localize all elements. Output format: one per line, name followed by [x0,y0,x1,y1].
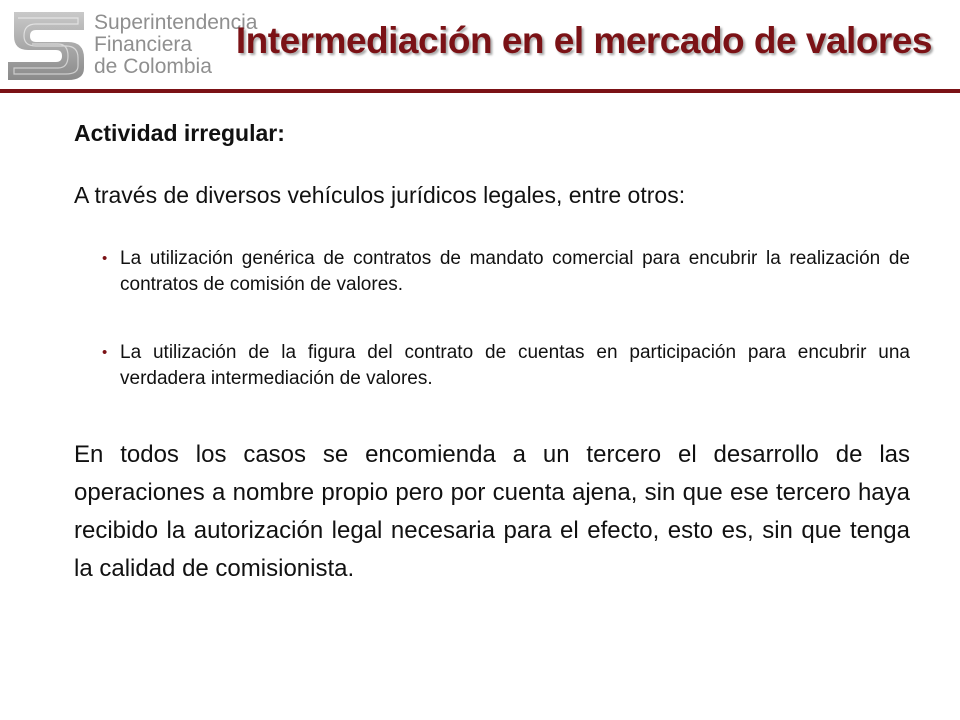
intro-paragraph: A través de diversos vehículos jurídicos legales, entre otros: [74,182,686,208]
title-divider [0,89,960,93]
bullet-text: La utilización de la figura del contrato de cuentas en participación para encubrir una verdadera intermediación de valores. [120,342,910,389]
bullet-list [74,246,910,392]
bullet-text: La utilización genérica de contratos de mandato comercial para encubrir la realización de contratos de comisión de valores. [120,248,910,295]
sfc-logo-icon [6,8,86,82]
bullet-dot-icon: • [102,250,108,267]
slide-header [0,0,960,96]
sfc-logo-text: Superintendencia Financiera de Colombia [94,11,258,78]
closing-paragraph: En todos los casos se encomienda a un tercero el desarrollo de las operaciones a nombre propio pero por cuenta ajena, sin que ese tercero haya recibido la autorización legal necesaria para el efecto, esto es, sin que tenga la calidad de comisionista. [74,441,910,582]
bullet-dot-icon: • [102,344,108,361]
slide-title: Intermediación en el mercado de valores [235,20,932,61]
bullet-item [74,340,910,392]
slide-body [74,118,910,588]
section-subheading: Actividad irregular: [74,120,285,146]
bullet-item [74,246,910,298]
